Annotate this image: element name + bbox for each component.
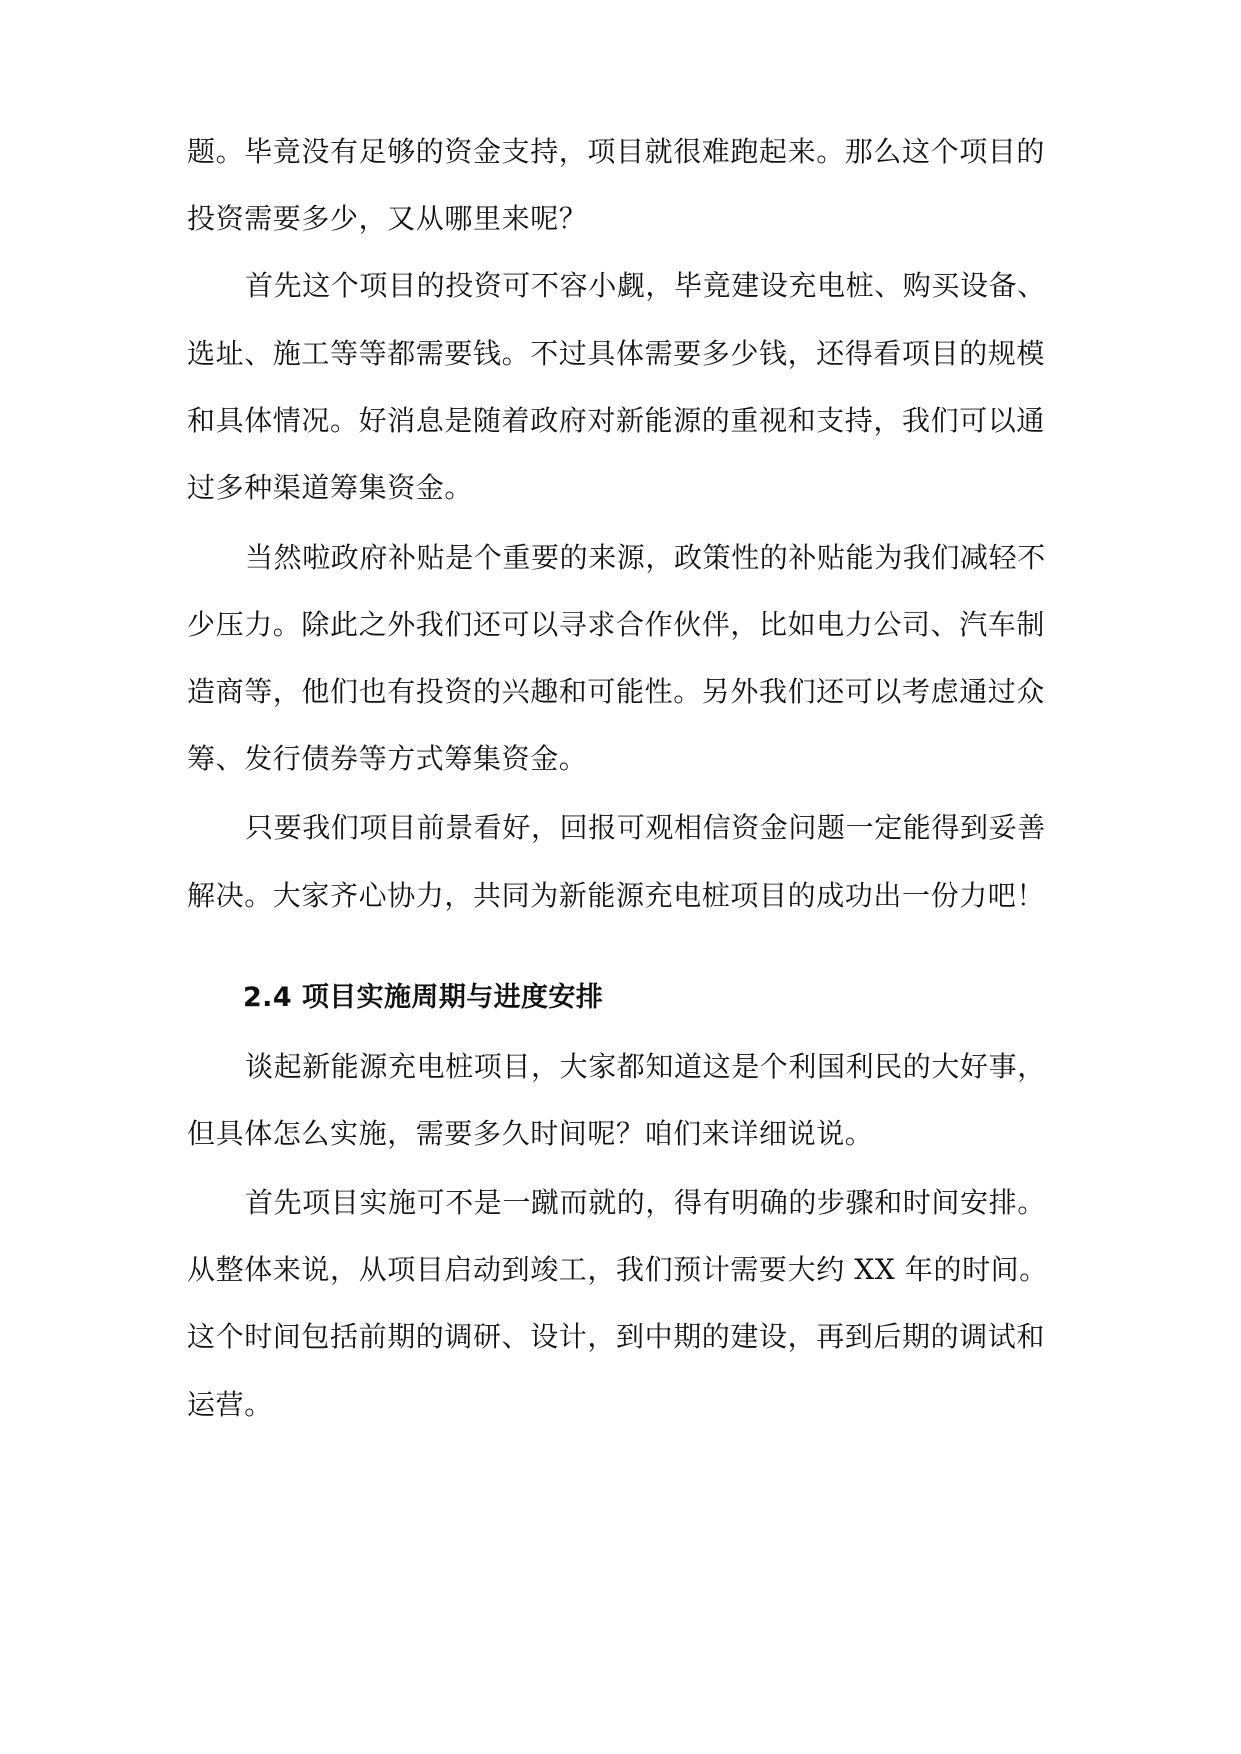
paragraph-3-line-3: 造商等，他们也有投资的兴趣和可能性。另外我们还可以考虑通过众	[187, 675, 1046, 708]
section-paragraph-1-line-1: 谈起新能源充电桩项目，大家都知道这是个利国利民的大好事，	[245, 1050, 1046, 1083]
paragraph-3-line-4: 筹、发行债券等方式筹集资金。	[187, 742, 588, 775]
paragraph-1-line-1: 题。毕竟没有足够的资金支持，项目就很难跑起来。那么这个项目的	[187, 135, 1046, 168]
paragraph-4-line-2: 解决。大家齐心协力，共同为新能源充电桩项目的成功出一份力吧！	[187, 879, 1046, 912]
paragraph-3-line-2: 少压力。除此之外我们还可以寻求合作伙伴，比如电力公司、汽车制	[187, 608, 1046, 641]
section-paragraph-2-line-1: 首先项目实施可不是一蹴而就的，得有明确的步骤和时间安排。	[245, 1186, 1046, 1219]
paragraph-2-line-4: 过多种渠道筹集资金。	[187, 471, 474, 504]
paragraph-4-line-1: 只要我们项目前景看好，回报可观相信资金问题一定能得到妥善	[245, 811, 1046, 844]
section-paragraph-2-line-3: 这个时间包括前期的调研、设计，到中期的建设，再到后期的调试和	[187, 1320, 1046, 1353]
paragraph-2-line-3: 和具体情况。好消息是随着政府对新能源的重视和支持，我们可以通	[187, 404, 1046, 437]
paragraph-2-line-2: 选址、施工等等都需要钱。不过具体需要多少钱，还得看项目的规模	[187, 337, 1046, 370]
paragraph-2-line-1: 首先这个项目的投资可不容小觑，毕竟建设充电桩、购买设备、	[245, 269, 1046, 302]
section-heading: 2.4 项目实施周期与进度安排	[243, 982, 604, 1013]
section-paragraph-2-line-2: 从整体来说，从项目启动到竣工，我们预计需要大约 XX 年的时间。	[187, 1253, 1048, 1286]
section-paragraph-1-line-2: 但具体怎么实施，需要多久时间呢？咱们来详细说说。	[187, 1117, 874, 1150]
paragraph-3-line-1: 当然啦政府补贴是个重要的来源，政策性的补贴能为我们减轻不	[245, 541, 1046, 574]
paragraph-1-line-2: 投资需要多少，又从哪里来呢？	[187, 202, 588, 235]
section-paragraph-2-line-4: 运营。	[187, 1388, 273, 1421]
